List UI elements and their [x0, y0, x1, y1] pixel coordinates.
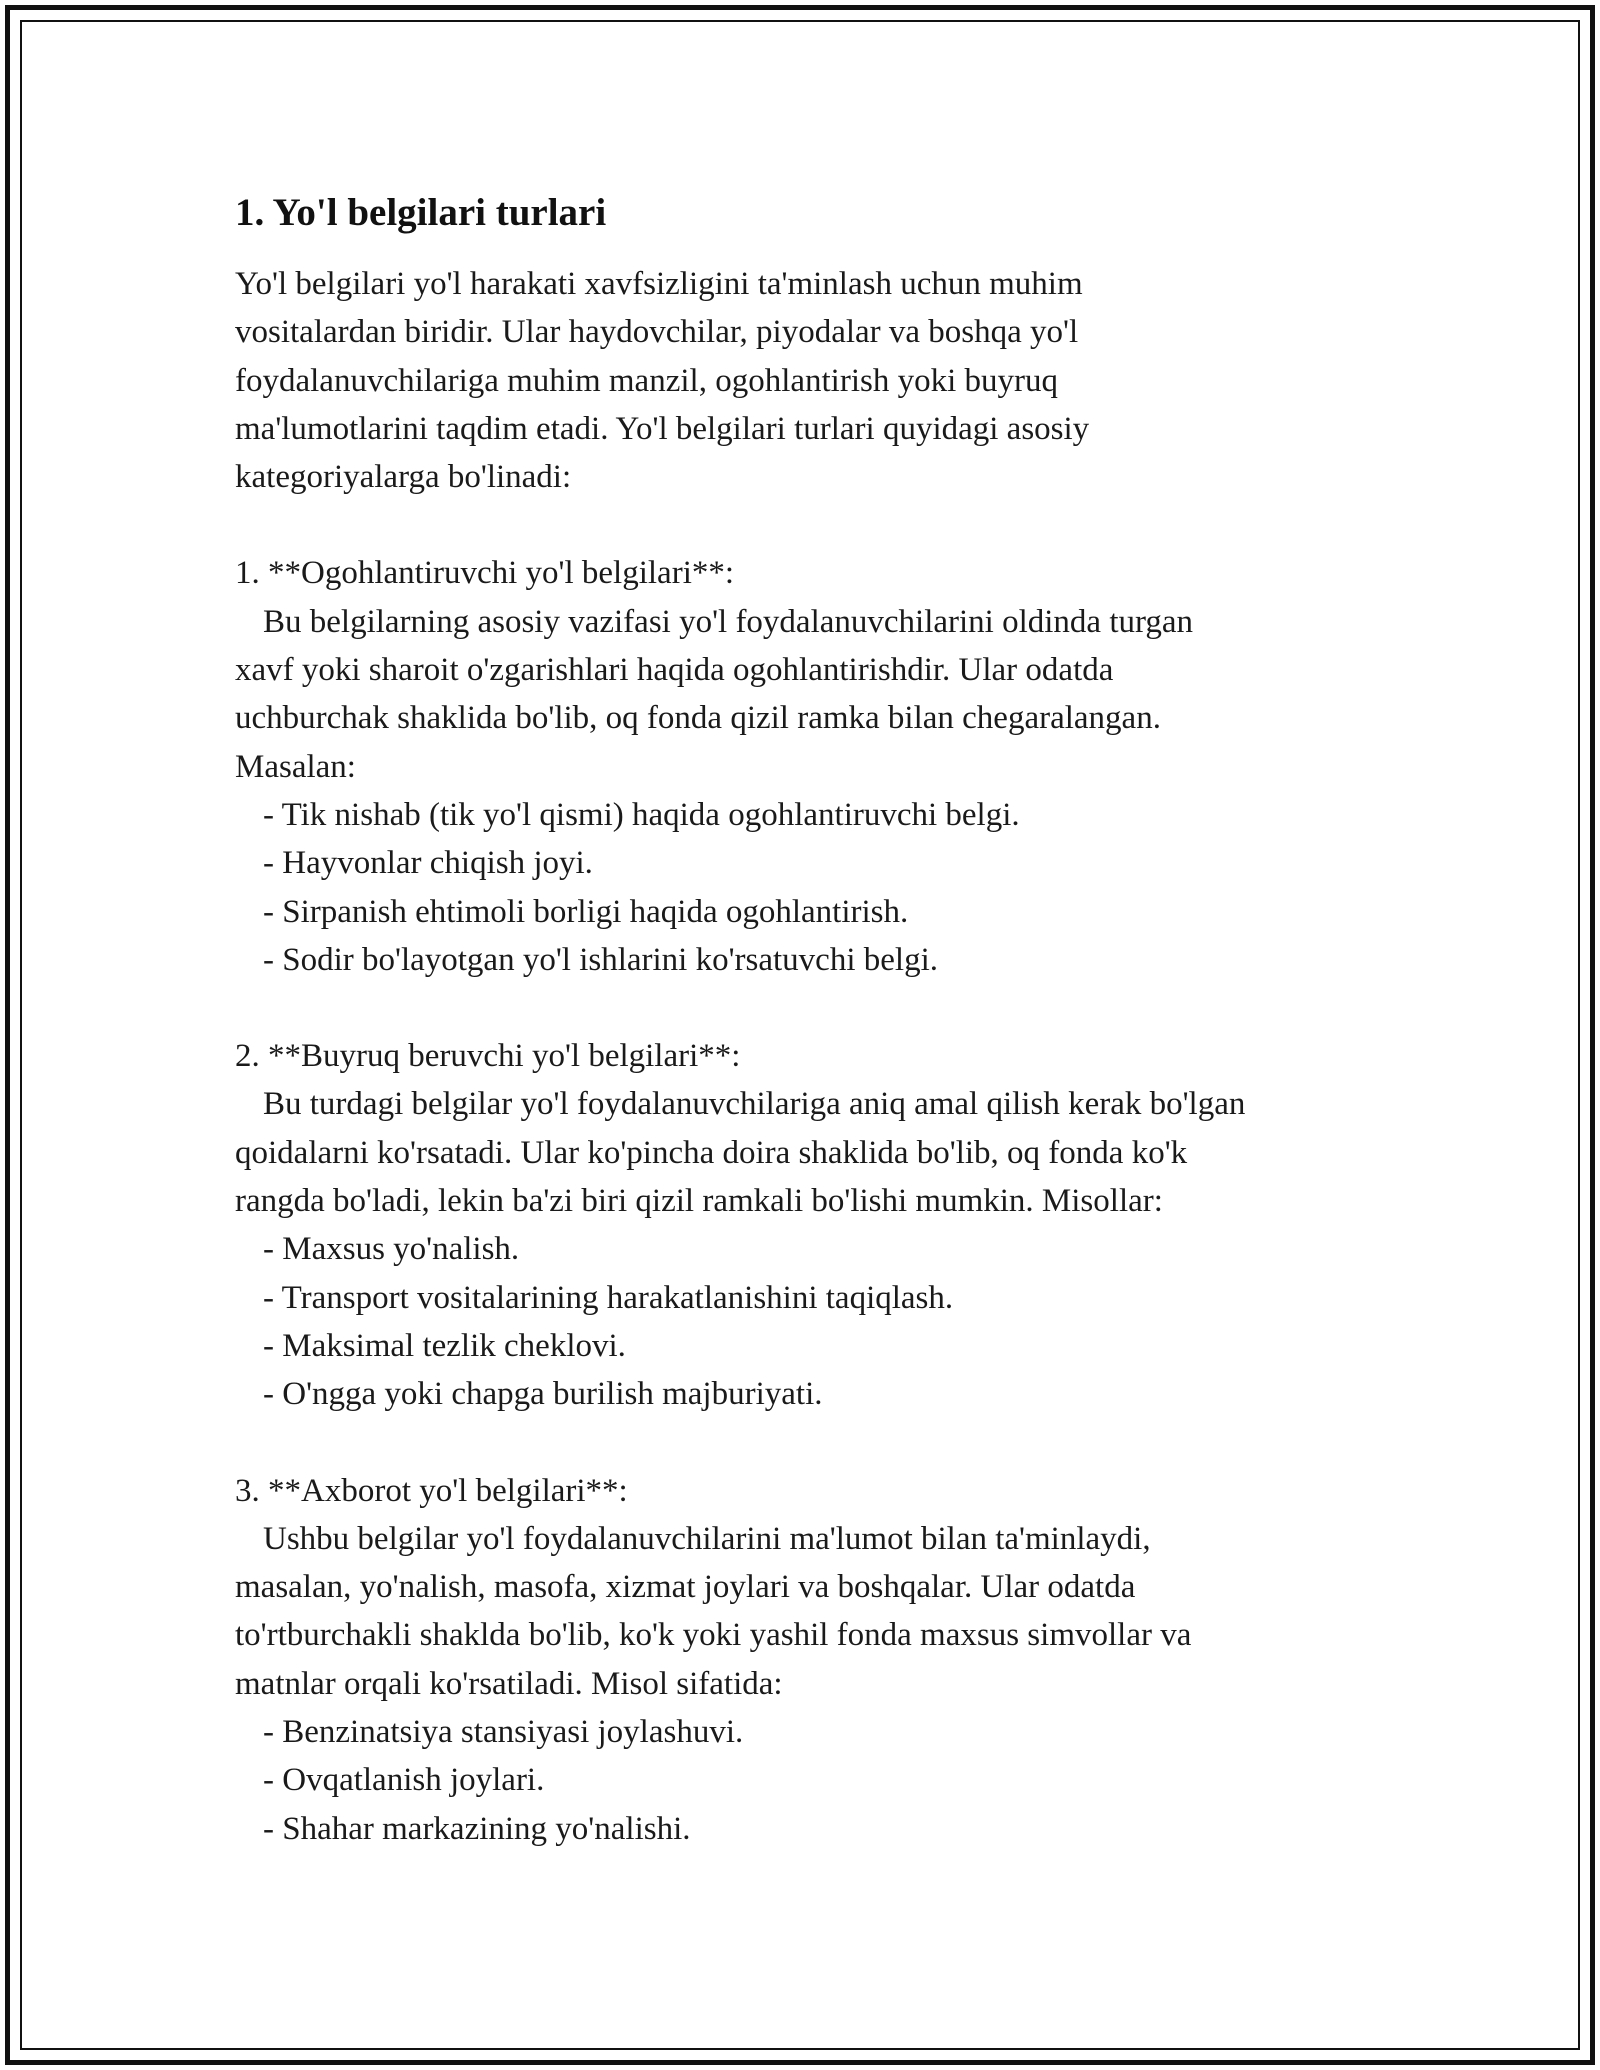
section-warning-signs [235, 549, 1435, 984]
list-item: - Maxsus yo'nalish. [263, 1231, 520, 1268]
section-title: 1. **Ogohlantiruvchi yo'l belgilari**: [235, 555, 735, 592]
list-item: - Benzinatsiya stansiyasi joylashuvi. [263, 1714, 744, 1751]
section-title: 3. **Axborot yo'l belgilari**: [235, 1472, 628, 1509]
section-description-line: uchburchak shaklida bo'lib, oq fonda qizil ramka bilan chegaralangan. [235, 700, 1161, 737]
section-description-line: Ushbu belgilar yo'l foydalanuvchilarini ma'lumot bilan ta'minlaydi, [263, 1520, 1151, 1557]
list-item: - O'ngga yoki chapga burilish majburiyati. [263, 1376, 823, 1413]
page-heading: 1. Yo'l belgilari turlari [235, 191, 607, 234]
list-item: - Sirpanish ehtimoli borligi haqida ogohlantirish. [263, 893, 909, 930]
intro-line: Yo'l belgilari yo'l harakati xavfsizligini ta'minlash uchun muhim [235, 266, 1083, 302]
section-title: 2. **Buyruq beruvchi yo'l belgilari**: [235, 1038, 741, 1075]
intro-line: vositalardan biridir. Ular haydovchilar, piyodalar va boshqa yo'l [235, 314, 1079, 351]
section-description-line: qoidalarni ko'rsatadi. Ular ko'pincha doira shaklida bo'lib, oq fonda ko'k [235, 1134, 1188, 1171]
section-description-line: matnlar orqali ko'rsatiladi. Misol sifatida: [235, 1665, 783, 1702]
list-item: - Transport vositalarining harakatlanishini taqiqlash. [263, 1279, 954, 1316]
section-description-line: Masalan: [235, 748, 356, 785]
section-information-signs [235, 1467, 1435, 1853]
section-description-line: rangda bo'ladi, lekin ba'zi biri qizil ramkali bo'lishi mumkin. Misollar: [235, 1183, 1163, 1220]
intro-line: ma'lumotlarini taqdim etadi. Yo'l belgilari turlari quyidagi asosiy [235, 410, 1090, 447]
section-description-line: Bu belgilarning asosiy vazifasi yo'l foydalanuvchilarini oldinda turgan [263, 603, 1194, 640]
intro-line: foydalanuvchilariga muhim manzil, ogohlantirish yoki buyruq [235, 362, 1059, 399]
section-mandatory-signs [235, 1032, 1435, 1418]
section-description-line: xavf yoki sharoit o'zgarishlari haqida ogohlantirishdir. Ular odatda [235, 652, 1114, 689]
list-item: - Maksimal tezlik cheklovi. [263, 1327, 626, 1364]
list-item: - Hayvonlar chiqish joyi. [263, 845, 593, 882]
list-item: - Shahar markazining yo'nalishi. [263, 1810, 691, 1847]
list-item: - Tik nishab (tik yo'l qismi) haqida ogohlantiruvchi belgi. [263, 796, 1020, 833]
section-description-line: to'rtburchakli shaklda bo'lib, ko'k yoki yashil fonda maxsus simvollar va [235, 1617, 1192, 1654]
section-description-line: Bu turdagi belgilar yo'l foydalanuvchilariga aniq amal qilish kerak bo'lgan [263, 1086, 1246, 1123]
document-body [235, 186, 1435, 1853]
list-item: - Sodir bo'layotgan yo'l ishlarini ko'rsatuvchi belgi. [263, 941, 938, 978]
intro-paragraph [235, 260, 1235, 501]
intro-line: kategoriyalarga bo'linadi: [235, 459, 572, 496]
list-item: - Ovqatlanish joylari. [263, 1762, 545, 1799]
section-description-line: masalan, yo'nalish, masofa, xizmat joylari va boshqalar. Ular odatda [235, 1569, 1136, 1606]
